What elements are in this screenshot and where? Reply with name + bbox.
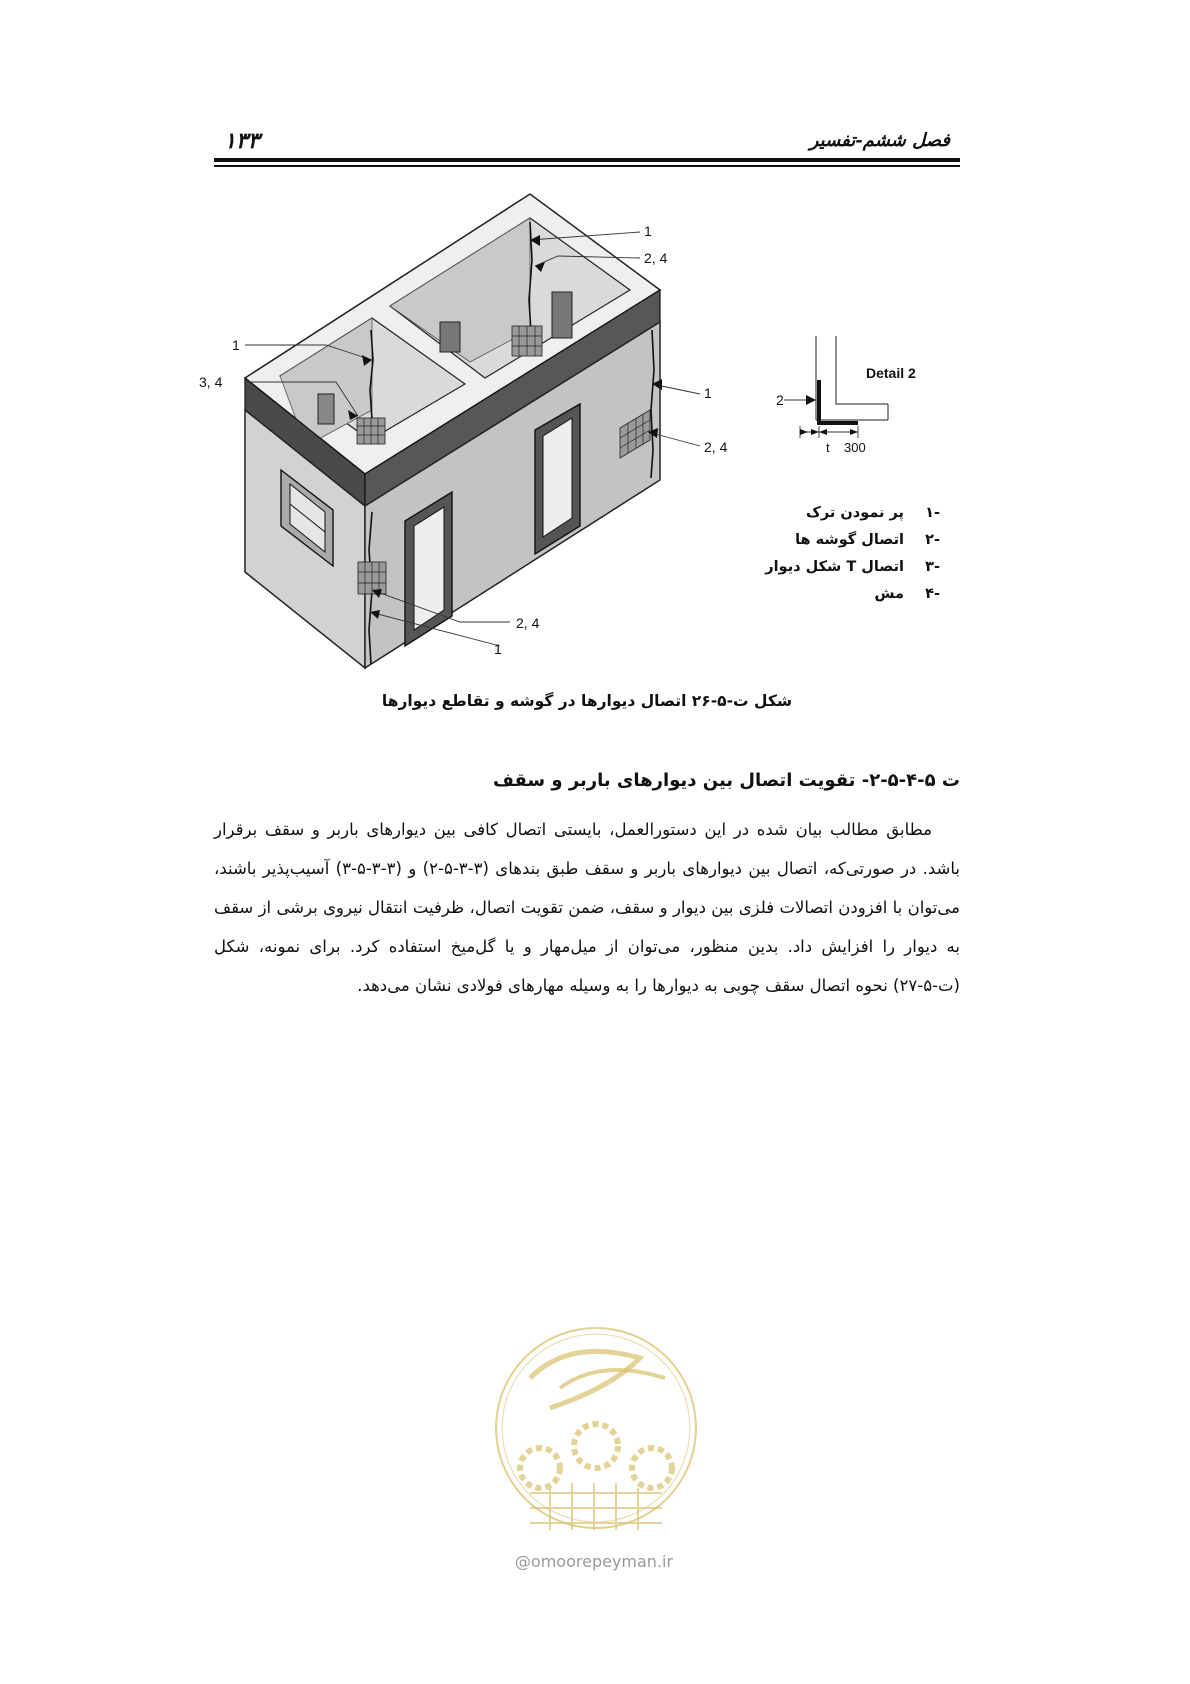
- page-number: ۱۳۳: [224, 128, 260, 154]
- watermark-text: @omoorepeyman.ir: [514, 1552, 674, 1571]
- detail-2-drawing: [784, 336, 888, 438]
- detail-dim-300: 300: [844, 440, 866, 455]
- legend-item: [740, 500, 940, 527]
- watermark-logo: [490, 1318, 702, 1550]
- section-heading: ت ۵-۴-۵-۲- تقویت اتصال بین دیوارهای باربر و سقف: [493, 770, 960, 791]
- interior-window-mid: [440, 322, 460, 352]
- figure-legend: [740, 500, 940, 608]
- interior-window-right: [552, 292, 572, 338]
- legend-item: [740, 527, 940, 554]
- detail-2-title: Detail 2: [866, 365, 916, 381]
- callout-bottom-24: 2, 4: [516, 615, 540, 631]
- legend-item: [740, 581, 940, 608]
- legend-label: مش: [874, 586, 904, 602]
- interior-mesh-left: [357, 418, 385, 444]
- body-text: [214, 810, 960, 1005]
- legend-label: اتصال گوشه ها: [795, 532, 904, 548]
- legend-label: اتصال T شکل دیوار: [765, 559, 904, 575]
- callout-left-1: 1: [232, 337, 240, 353]
- legend-label: پر نمودن ترک: [806, 505, 904, 521]
- callout-right-24: 2, 4: [704, 439, 728, 455]
- callout-left-34: 3, 4: [199, 374, 223, 390]
- callout-bottom-1: 1: [494, 641, 502, 657]
- chapter-title: فصل ششم-تفسیر: [809, 130, 950, 151]
- legend-number: -۱: [925, 505, 940, 521]
- callout-right-1: 1: [704, 385, 712, 401]
- detail-dim-t: t: [826, 440, 830, 455]
- legend-item: [740, 554, 940, 581]
- legend-number: -۲: [925, 532, 940, 548]
- body-paragraph: مطابق مطالب بیان شده در این دستورالعمل، بایستی اتصال کافی بین دیوارهای باربر و سقف برقرار باشد. در صورتی‌که، اتصال بین دیوارهای باربر و سقف طبق بندهای (۳-۳-۵-۲) و (۳-۳-۵-۳) آسیب‌پذیر باشند، می‌توان با افزودن اتصالات فلزی بین دیوار و سقف، ضمن تقویت اتصال، ظرفیت انتقال نیروی برشی از سقف به دیوار را افزایش داد. بدین منظور، می‌توان از میل‌مهار و یا گل‌میخ استفاده کرد. برای نمونه، شکل (ت-۵-۲۷) نحوه اتصال سقف چوبی به دیوارها را به وسیله مهارهای فولادی نشان می‌دهد.: [214, 820, 960, 995]
- callout-top-24: 2, 4: [644, 250, 668, 266]
- figure-caption: شکل ت-۵-۲۶ اتصال دیوارها در گوشه و تقاطع دیوارها: [381, 692, 793, 710]
- callout-top-1: 1: [644, 223, 652, 239]
- detail-2-marker: 2: [776, 392, 784, 408]
- interior-mesh-right: [512, 326, 542, 356]
- legend-number: -۴: [925, 586, 940, 602]
- interior-window-left: [318, 394, 334, 424]
- legend-number: -۳: [925, 559, 940, 575]
